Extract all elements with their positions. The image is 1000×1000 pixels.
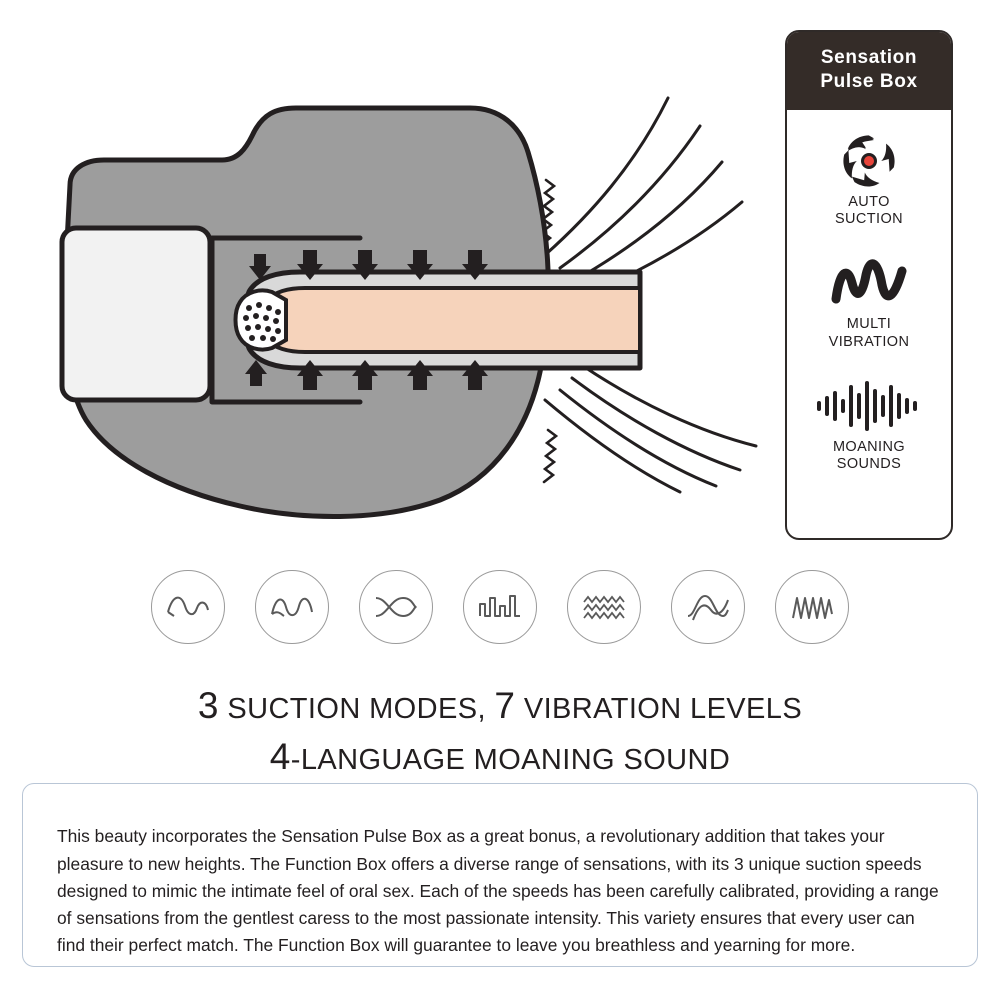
- wave-mode-5-icon: [581, 590, 627, 624]
- mode-circle-4: [463, 570, 537, 644]
- panel-title: [787, 32, 951, 110]
- moaning-sounds-icon: [787, 373, 951, 439]
- motion-lines-top: [545, 98, 742, 296]
- feature-label-line2: VIBRATION: [828, 333, 910, 350]
- feature-moaning-sounds: [787, 373, 951, 474]
- mode-circle-1: [151, 570, 225, 644]
- headline-line-2: [0, 731, 1000, 782]
- suction-tip: [236, 290, 287, 349]
- feature-label-line1: AUTO: [848, 193, 890, 210]
- mode-circle-5: [567, 570, 641, 644]
- wave-mode-7-icon: [789, 590, 835, 624]
- sensation-pulse-box-panel: [785, 30, 953, 540]
- vibration-modes-row: [0, 570, 1000, 644]
- mode-circle-6: [671, 570, 745, 644]
- motion-lines-bottom: [545, 366, 756, 492]
- wave-mode-6-icon: [685, 590, 731, 624]
- feature-multi-vibration-label: [787, 316, 951, 351]
- feature-list: [787, 110, 951, 474]
- mode-circle-7: [775, 570, 849, 644]
- feature-label-line1: MOANING: [832, 439, 906, 456]
- description-text: This beauty incorporates the Sensation Pulse Box as a great bonus, a revolutionary addition that takes your pleasure to new heights. The Function Box offers a diverse range of sensations, with its 3 unique suction speeds designed to mimic the intimate feel of oral sex. Each of the speeds has been carefully calibrated, providing a range of sensations from the gentlest caress to the most passionate intensity. This variety ensures that every user can find their perfect match. The Function Box will guarantee to leave you breathless and yearning for more.: [57, 826, 939, 955]
- vibration-levels-text: VIBRATION LEVELS: [515, 693, 803, 725]
- device-side-panel: [62, 228, 210, 400]
- suction-modes-text: SUCTION MODES,: [218, 693, 495, 725]
- feature-label-line2: SUCTION: [834, 210, 904, 227]
- mode-circle-3: [359, 570, 433, 644]
- auto-suction-icon: [787, 128, 951, 194]
- panel-title-line1: Sensation: [820, 47, 918, 68]
- multi-vibration-icon: [787, 250, 951, 316]
- suction-modes-count: 3: [197, 685, 219, 726]
- language-count: 4: [269, 736, 291, 778]
- feature-auto-suction-label: [787, 194, 951, 229]
- wave-mode-3-icon: [373, 590, 419, 624]
- panel-title-line2: Pulse Box: [820, 70, 918, 92]
- feature-label-line1: MULTI: [846, 316, 892, 333]
- language-text: -LANGUAGE MOANING SOUND: [290, 744, 731, 777]
- mode-circle-2: [255, 570, 329, 644]
- feature-auto-suction: [787, 128, 951, 229]
- description-box: [22, 783, 978, 967]
- headline: [0, 680, 1000, 782]
- headline-line-1: [0, 680, 1000, 731]
- vibration-squiggle-bottom: [544, 430, 556, 482]
- vibration-levels-count: 7: [494, 685, 516, 726]
- device-cutaway-illustration: [0, 0, 780, 560]
- wave-mode-2-icon: [269, 590, 315, 624]
- wave-mode-1-icon: [165, 590, 211, 624]
- feature-label-line2: SOUNDS: [836, 456, 902, 473]
- wave-mode-4-icon: [477, 590, 523, 624]
- shaft: [264, 288, 640, 352]
- feature-moaning-sounds-label: [787, 439, 951, 474]
- feature-multi-vibration: [787, 250, 951, 351]
